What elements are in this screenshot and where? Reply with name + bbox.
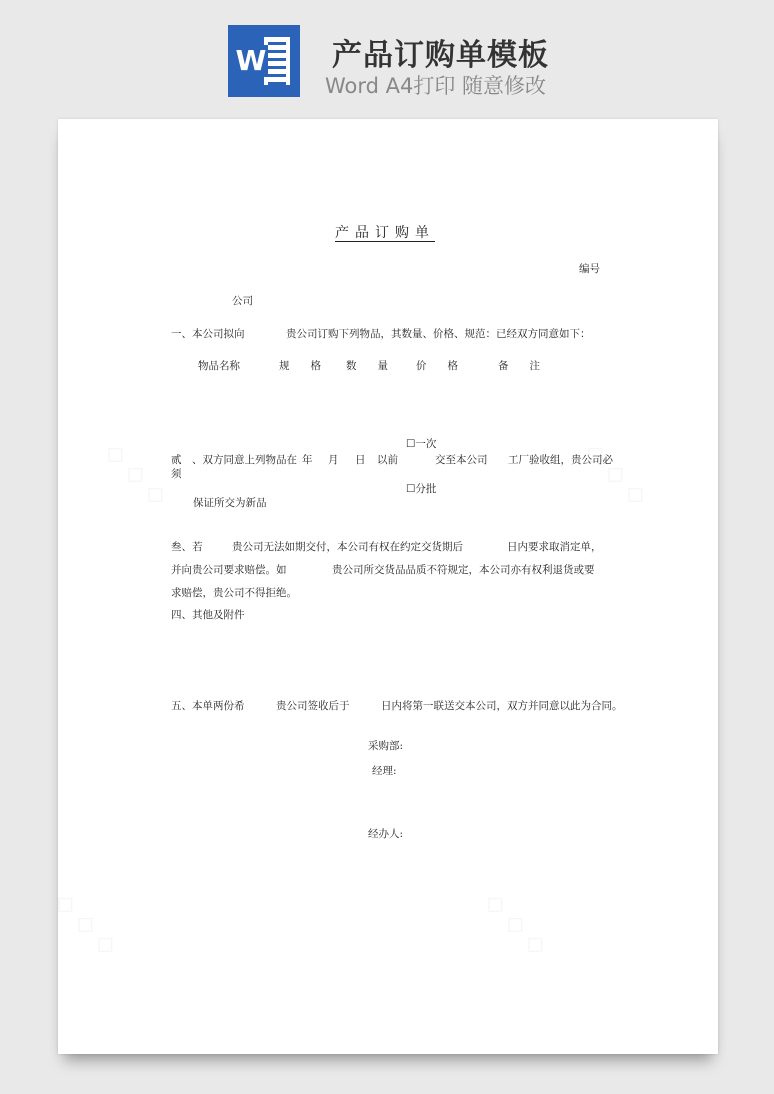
clause-3-line3: 求赔偿，贵公司不得拒绝。	[171, 587, 297, 599]
template-header	[0, 0, 774, 110]
word-icon	[228, 25, 300, 97]
clause-3-prefix: 叁、若	[171, 541, 203, 553]
table-header-price: 价 格	[416, 360, 458, 372]
table-header-note: 备 注	[498, 360, 540, 372]
clause-2-deliver: 交至本公司	[435, 454, 488, 466]
document-title: 产品订购单	[335, 225, 435, 241]
clause-3-text: 贵公司无法如期交付，本公司有权在约定交货期后	[232, 541, 463, 553]
clause-2-day: 日	[355, 454, 366, 466]
option-batch: ☐分批	[406, 483, 437, 495]
option-once: ☐一次	[406, 438, 437, 450]
clause-3-cancel: 日内要求取消定单，	[507, 541, 602, 553]
watermark	[99, 436, 174, 511]
table-header-item: 物品名称	[198, 360, 240, 372]
clause-5-prefix: 五、本单两份希	[171, 700, 245, 712]
template-subtitle: Word A4打印 随意修改	[325, 74, 547, 98]
clause-2-month: 月	[328, 454, 339, 466]
watermark	[479, 886, 554, 961]
clause-3-line2-a: 并向贵公司要求赔偿。如	[171, 564, 287, 576]
sign-department: 采购部:	[368, 740, 404, 752]
sign-handler: 经办人:	[368, 828, 404, 840]
clause-2-new: 保证所交为新品	[193, 497, 267, 509]
clause-4: 四、其他及附件	[171, 609, 245, 621]
clause-3-line2-b: 贵公司所交货品品质不符规定，本公司亦有权利退货或要	[332, 564, 595, 576]
sign-manager: 经理:	[372, 765, 397, 777]
watermark	[49, 886, 124, 961]
clause-2-before: 以前	[377, 454, 398, 466]
number-label: 编号	[579, 263, 600, 275]
clause-2-prefix: 贰 、双方同意上列物品在	[171, 454, 297, 466]
template-title: 产品订购单模板	[332, 38, 549, 73]
watermark	[579, 436, 654, 511]
table-header-qty: 数 量	[346, 360, 388, 372]
company-label: 公司	[232, 295, 253, 307]
document-page	[58, 119, 718, 1054]
clause-5-sign: 贵公司签收后于	[276, 700, 350, 712]
clause-1-text: 贵公司订购下列物品，其数量、价格、规范：已经双方同意如下：	[286, 328, 591, 340]
clause-5-text: 日内将第一联送交本公司，双方并同意以此为合同。	[381, 700, 623, 712]
clause-2-must: 须	[171, 468, 182, 480]
clause-2-year: 年	[302, 454, 313, 466]
word-letter: W	[235, 44, 267, 77]
clause-2-factory: 工厂验收组，贵公司必	[508, 454, 613, 466]
clause-1-prefix: 一、本公司拟向	[171, 328, 245, 340]
table-header-spec: 规 格	[279, 360, 321, 372]
